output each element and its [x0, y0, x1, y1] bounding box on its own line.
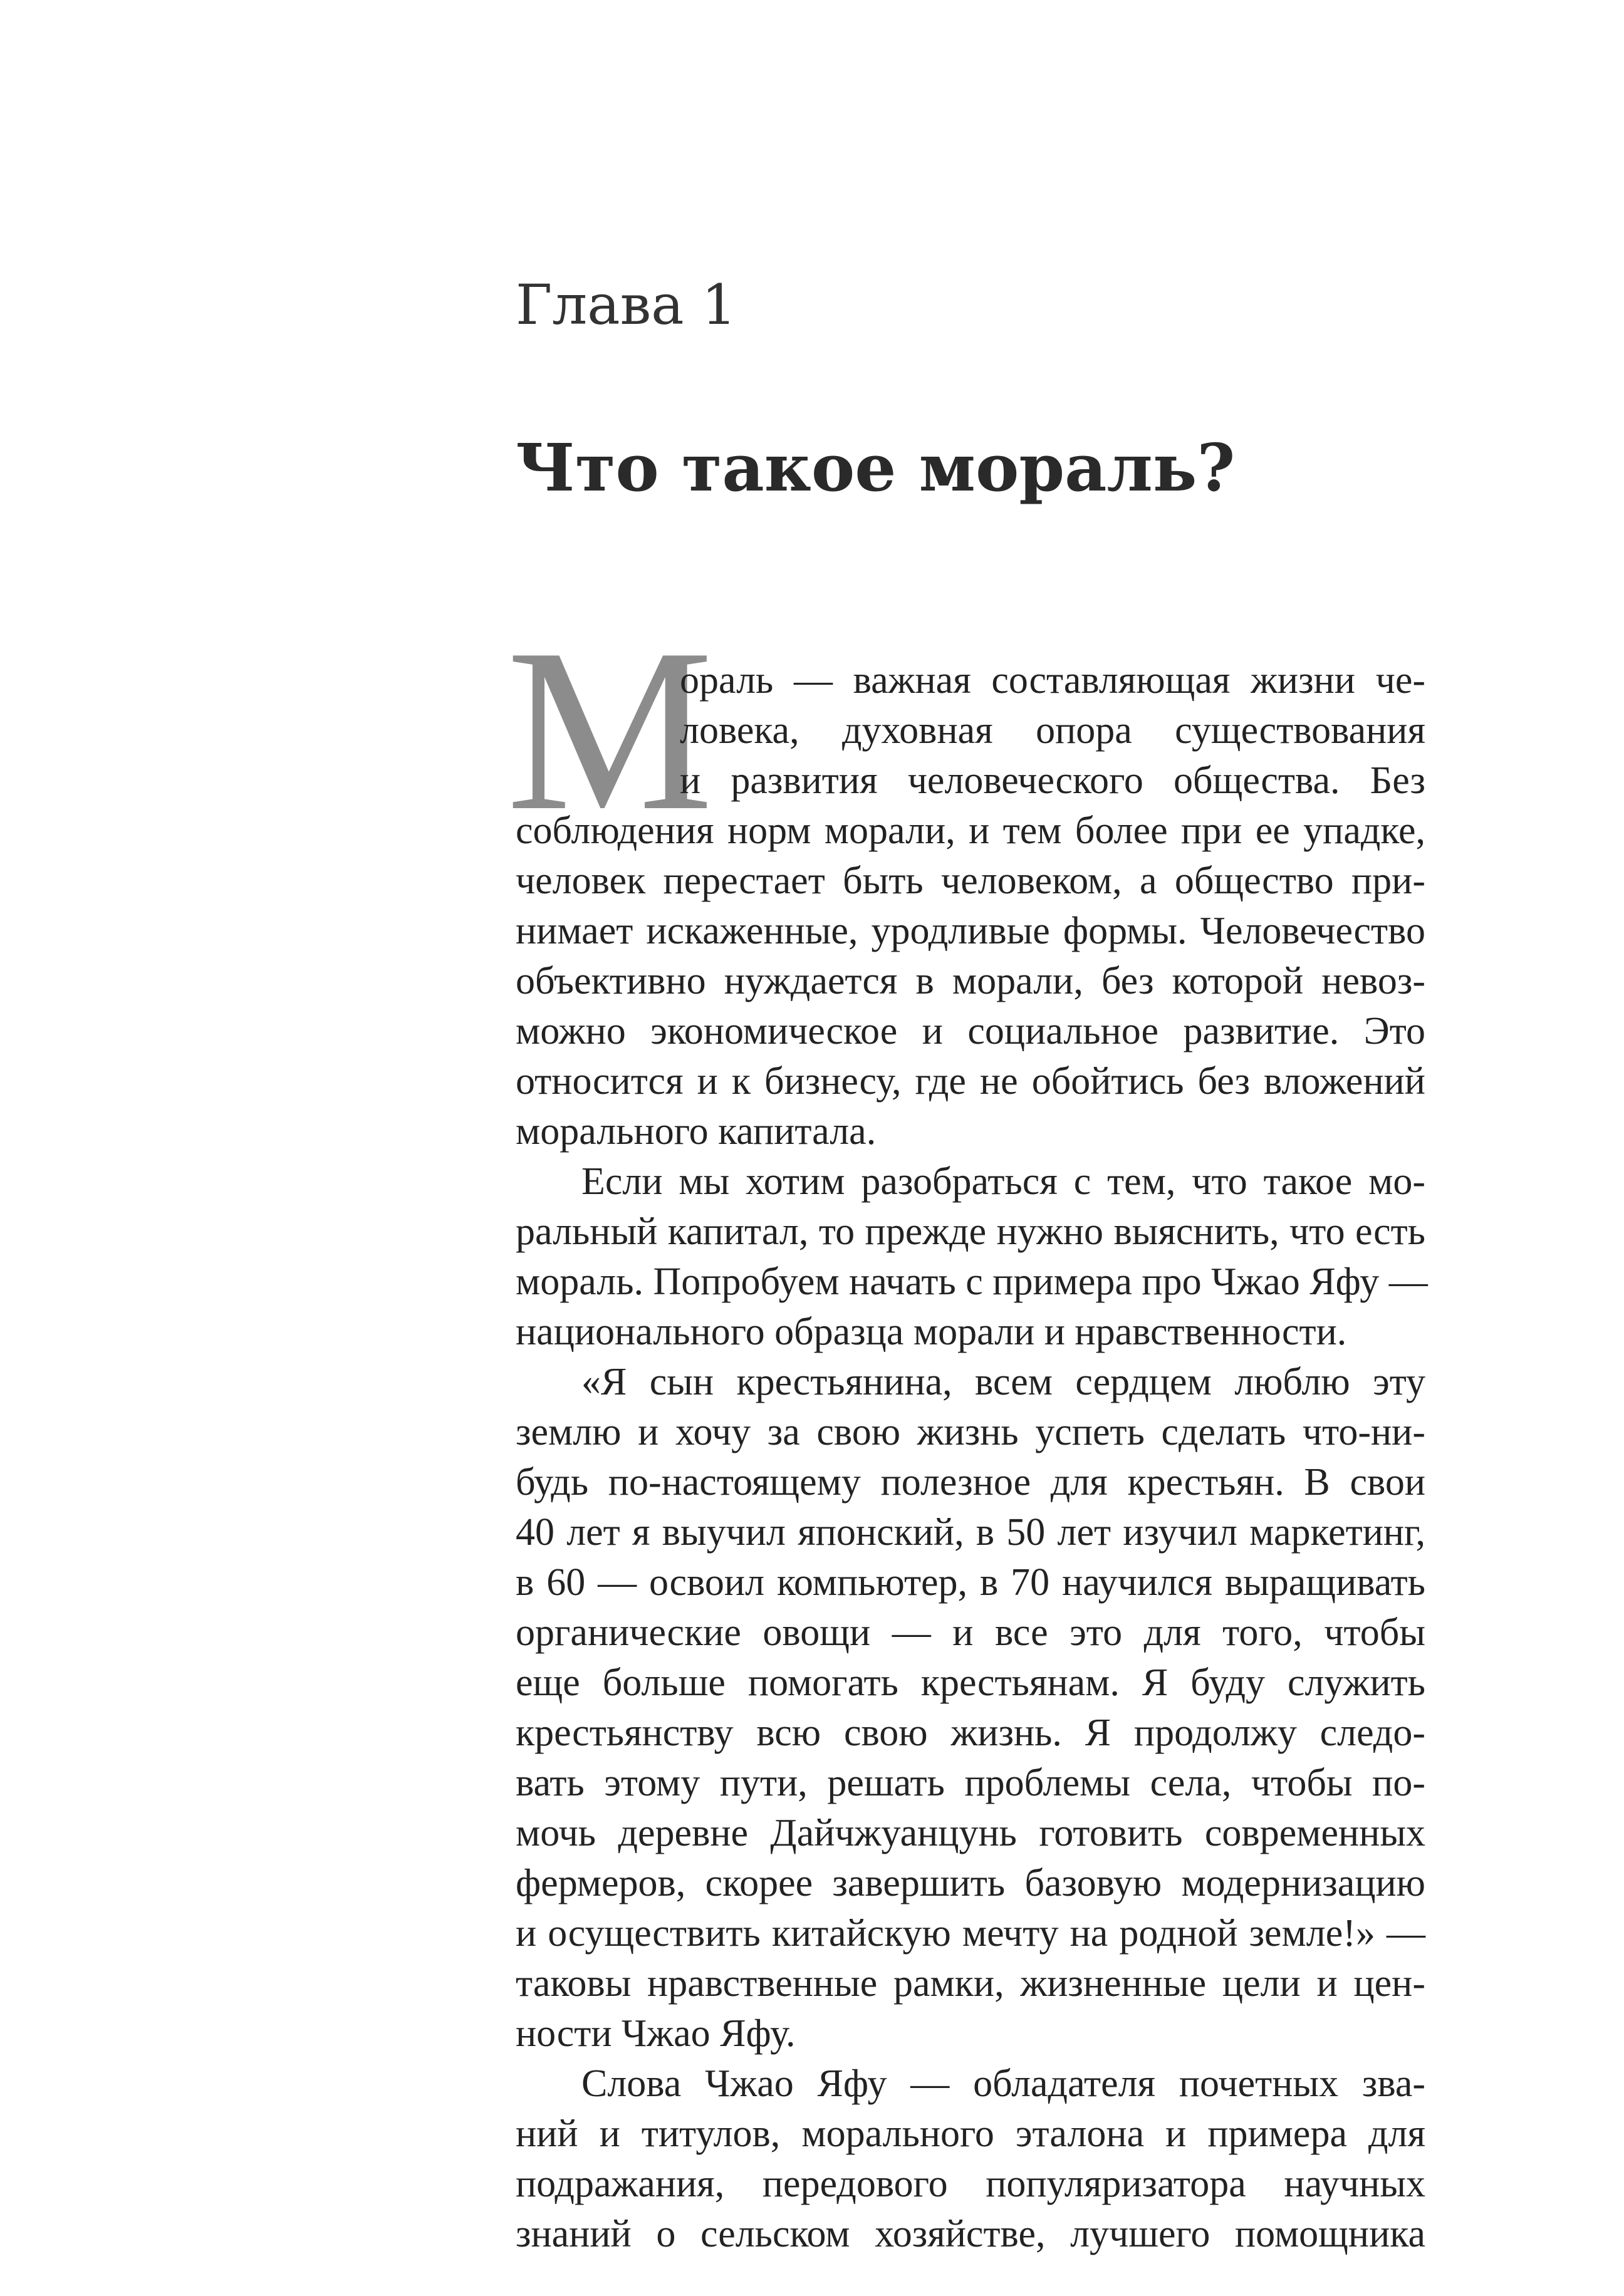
text-line: и осуществить китайскую мечту на родной земле!» —	[516, 1912, 1425, 1955]
text-line: вать этому пути, решать проблемы села, чтобы по-	[516, 1762, 1425, 1804]
chapter-title: Что такое мораль?	[516, 429, 1236, 506]
drop-cap: М	[506, 601, 714, 859]
text-line: нимает искаженные, уродливые формы. Человечество	[516, 910, 1425, 952]
text-line: ораль — важная составляющая жизни че-	[680, 659, 1425, 702]
text-line: человек перестает быть человеком, а общество при-	[516, 860, 1425, 902]
text-line: ний и титулов, морального эталона и примера для	[516, 2112, 1425, 2155]
text-line: объективно нуждается в морали, без которой невоз-	[516, 960, 1425, 1002]
text-line: фермеров, скорее завершить базовую модернизацию	[516, 1862, 1425, 1904]
text-line: подражания, передового популяризатора научных	[516, 2163, 1425, 2205]
text-line: знаний о сельском хозяйстве, лучшего помощника	[516, 2213, 1425, 2255]
text-line: землю и хочу за свою жизнь успеть сделать что-ни-	[516, 1411, 1425, 1453]
text-line: Если мы хотим разобраться с тем, что такое мо-	[581, 1160, 1425, 1203]
text-line: можно экономическое и социальное развитие. Это	[516, 1010, 1425, 1052]
text-line: органические овощи — и все это для того, чтобы	[516, 1611, 1425, 1654]
text-line: крестьянству всю свою жизнь. Я продолжу следо-	[516, 1712, 1425, 1754]
text-line: ловека, духовная опора существования	[680, 709, 1425, 752]
text-line: еще больше помогать крестьянам. Я буду служить	[516, 1661, 1425, 1704]
text-line: Слова Чжао Яфу — обладателя почетных зва-	[581, 2062, 1425, 2105]
text-line: мораль. Попробуем начать с примера про Чжао Яфу —	[516, 1260, 1428, 1303]
text-line: 40 лет я выучил японский, в 50 лет изучил маркетинг,	[516, 1511, 1425, 1554]
text-line: национального образца морали и нравственности.	[516, 1311, 1347, 1353]
text-line: соблюдения норм морали, и тем более при ее упадке,	[516, 809, 1425, 852]
text-line: относится и к бизнесу, где не обойтись без вложений	[516, 1060, 1425, 1103]
text-line: будь по-настоящему полезное для крестьян. В свои	[516, 1461, 1425, 1504]
text-line: «Я сын крестьянина, всем сердцем люблю эту	[581, 1361, 1425, 1403]
text-line: морального капитала.	[516, 1110, 877, 1153]
text-line: ральный капитал, то прежде нужно выяснить, что есть	[516, 1210, 1425, 1253]
text-line: и развития человеческого общества. Без	[680, 759, 1425, 802]
chapter-label: Глава 1	[516, 273, 737, 337]
text-line: мочь деревне Дайчжуанцунь готовить современных	[516, 1812, 1425, 1854]
text-line: в 60 — освоил компьютер, в 70 научился выращивать	[516, 1561, 1425, 1604]
text-line: ности Чжао Яфу.	[516, 2012, 796, 2055]
text-line: таковы нравственные рамки, жизненные цели и цен-	[516, 1962, 1425, 2005]
